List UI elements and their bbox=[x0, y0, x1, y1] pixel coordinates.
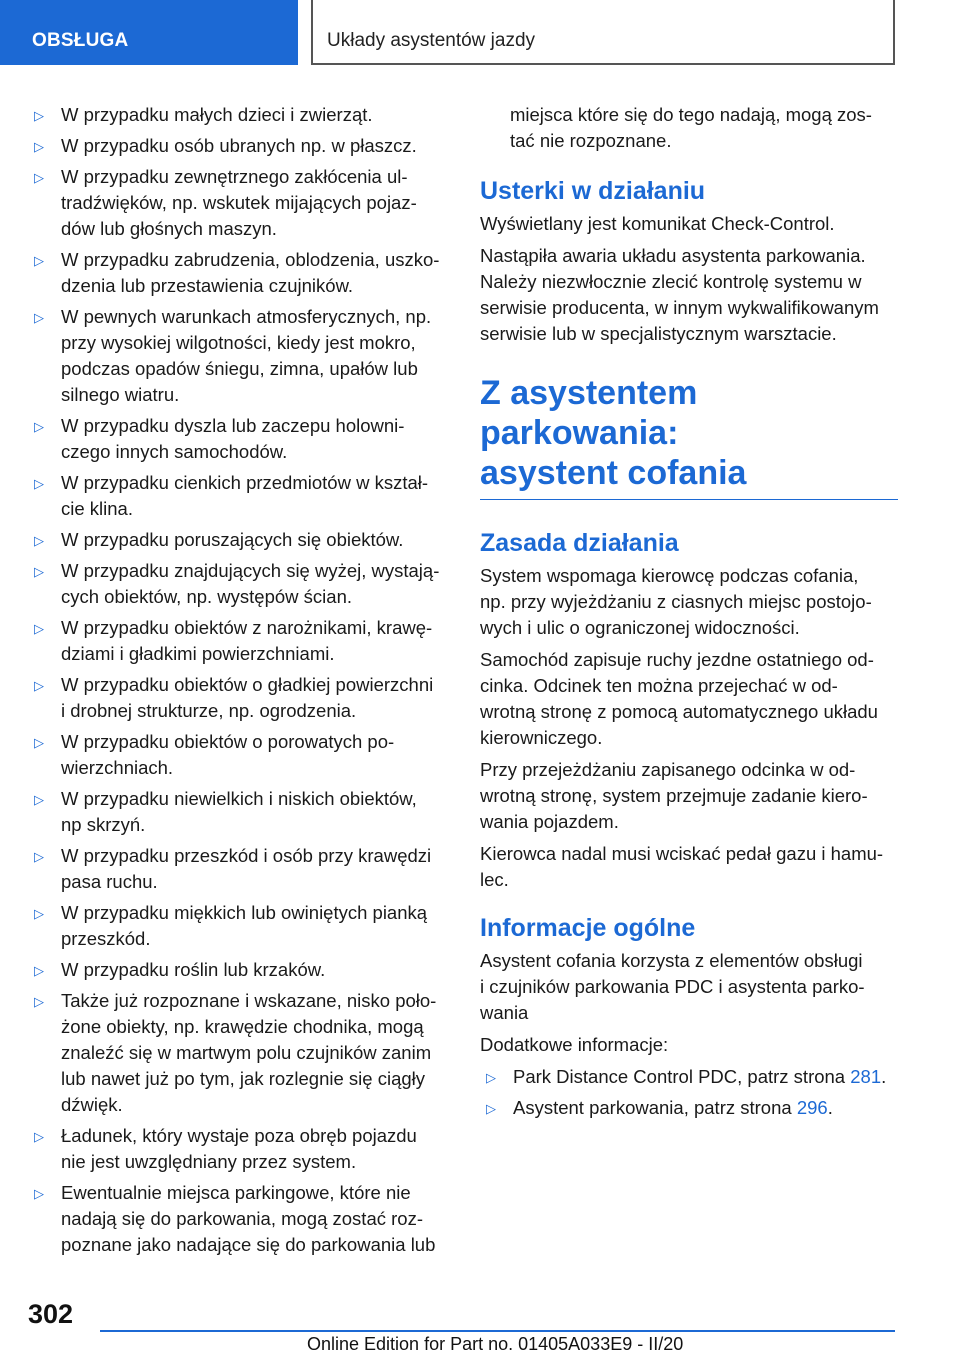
paragraph: Wyświetlany jest komunikat Check-Control. bbox=[480, 213, 835, 234]
paragraph: Dodatkowe informacje: bbox=[480, 1034, 669, 1055]
left-column bbox=[28, 102, 448, 1263]
list-item: ▷ W przypadku dyszla lub zaczepu holowni- czego innych samochodów. bbox=[34, 415, 405, 462]
triangle-bullet-icon: ▷ bbox=[34, 994, 44, 1009]
main-section-title: Z asystentem parkowania: asystent cofania bbox=[480, 373, 898, 500]
reference-list bbox=[480, 1064, 898, 1121]
right-column bbox=[480, 102, 898, 1126]
text-line: miejsca które się do tego nadają, mogą zos- bbox=[510, 104, 872, 125]
list-item: ▷ Asystent parkowania, patrz strona 296. bbox=[480, 1095, 898, 1121]
triangle-bullet-icon: ▷ bbox=[34, 963, 44, 978]
triangle-bullet-icon: ▷ bbox=[34, 253, 44, 268]
triangle-bullet-icon: ▷ bbox=[34, 170, 44, 185]
paragraph: System wspomaga kierowcę podczas cofania, np. przy wyjeżdżaniu z ciasnych miejsc postojo- wych i ulic o ograniczonej widoczności. bbox=[480, 565, 872, 638]
triangle-bullet-icon: ▷ bbox=[34, 849, 44, 864]
triangle-bullet-icon: ▷ bbox=[34, 533, 44, 548]
list-item: ▷ Także już rozpoznane i wskazane, nisko poło- żone obiekty, np. krawędzie chodnika, mogą znaleźć się w martwym polu czujników zanim lub nawet już po tym, jak rozlegnie się ciągły dźwięk. bbox=[34, 990, 437, 1115]
paragraph: Przy przejeżdżaniu zapisanego odcinka w od- wrotną stronę, system przejmuje zadanie kiero- wania pojazdem. bbox=[480, 759, 868, 832]
paragraph: Samochód zapisuje ruchy jezdne ostatniego od- cinka. Odcinek ten można przejechać w od- wrotną stronę z pomocą automatycznego układu kierowniczego. bbox=[480, 649, 878, 748]
paragraph: Nastąpiła awaria układu asystenta parkowania. Należy niezwłocznie zlecić kontrolę systemu w serwisie producenta, w innym wykwalifikowanym serwisie lub w specjalistycznym warsztacie. bbox=[480, 245, 879, 344]
heading-principle: Zasada działania bbox=[480, 529, 679, 557]
triangle-bullet-icon: ▷ bbox=[34, 139, 44, 154]
footer-divider bbox=[100, 1330, 895, 1332]
list-item: ▷ W przypadku niewielkich i niskich obiektów, np skrzyń. bbox=[34, 788, 417, 835]
page-number: 302 bbox=[28, 1299, 74, 1329]
triangle-bullet-icon: ▷ bbox=[34, 310, 44, 325]
list-item: ▷ Ładunek, który wystaje poza obręb pojazdu nie jest uwzględniany przez system. bbox=[34, 1125, 417, 1172]
text-line: tać nie rozpoznane. bbox=[510, 130, 672, 151]
triangle-bullet-icon: ▷ bbox=[34, 906, 44, 921]
section-title: OBSŁUGA bbox=[32, 30, 129, 51]
list-item: ▷ W przypadku obiektów o gładkiej powierzchni i drobnej strukturze, np. ogrodzenia. bbox=[34, 674, 434, 721]
list-item: ▷ W przypadku zabrudzenia, oblodzenia, uszko- dzenia lub przestawienia czujników. bbox=[34, 249, 440, 296]
list-item: ▷ W przypadku zewnętrznego zakłócenia ul- tradźwięków, np. wskutek mijających pojaz- dów lub głośnych maszyn. bbox=[34, 166, 417, 239]
list-item: ▷ W przypadku poruszających się obiektów. bbox=[28, 527, 448, 553]
chapter-title: Układy asystentów jazdy bbox=[327, 30, 536, 51]
triangle-bullet-icon: ▷ bbox=[34, 792, 44, 807]
list-item: ▷ Ewentualnie miejsca parkingowe, które nie nadają się do parkowania, mogą zostać roz- poznane jako nadające się do parkowania lub bbox=[34, 1182, 436, 1255]
list-item: ▷ W pewnych warunkach atmosferycznych, np. przy wysokiej wilgotności, kiedy jest mokro, podczas opadów śniegu, zimna, upałów lub silnego wiatru. bbox=[34, 306, 432, 405]
triangle-bullet-icon: ▷ bbox=[34, 564, 44, 579]
triangle-bullet-icon: ▷ bbox=[34, 108, 44, 123]
triangle-bullet-icon: ▷ bbox=[486, 1101, 496, 1116]
list-item: ▷ W przypadku obiektów o porowatych po- wierzchniach. bbox=[34, 731, 395, 778]
triangle-bullet-icon: ▷ bbox=[34, 1186, 44, 1201]
heading-general: Informacje ogólne bbox=[480, 914, 696, 942]
paragraph: Asystent cofania korzysta z elementów obsługi i czujników parkowania PDC i asystenta parko- wania bbox=[480, 950, 865, 1023]
triangle-bullet-icon: ▷ bbox=[34, 419, 44, 434]
list-item: ▷ W przypadku obiektów z narożnikami, krawę- dziami i gładkimi powierzchniami. bbox=[34, 617, 433, 664]
list-item: ▷ W przypadku małych dzieci i zwierząt. bbox=[28, 102, 448, 128]
list-item: ▷ W przypadku przeszkód i osób przy krawędzi pasa ruchu. bbox=[34, 845, 432, 892]
list-item: ▷ W przypadku znajdujących się wyżej, wystają- cych obiektów, np. występów ścian. bbox=[34, 560, 440, 607]
triangle-bullet-icon: ▷ bbox=[34, 678, 44, 693]
triangle-bullet-icon: ▷ bbox=[34, 1129, 44, 1144]
list-item: ▷ W przypadku roślin lub krzaków. bbox=[28, 957, 448, 983]
triangle-bullet-icon: ▷ bbox=[34, 735, 44, 750]
section-tab bbox=[0, 0, 298, 65]
triangle-bullet-icon: ▷ bbox=[34, 621, 44, 636]
limitations-list bbox=[28, 102, 448, 1258]
list-item: ▷ Park Distance Control PDC, patrz strona 281. bbox=[480, 1064, 898, 1090]
edition-info: Online Edition for Part no. 01405A033E9 - II/20 bbox=[307, 1334, 684, 1354]
list-item: ▷ W przypadku osób ubranych np. w płaszcz. bbox=[28, 133, 448, 159]
list-item: ▷ W przypadku cienkich przedmiotów w kształ- cie klina. bbox=[34, 472, 429, 519]
page-link-281[interactable]: 281 bbox=[850, 1066, 882, 1087]
heading-malfunction: Usterki w działaniu bbox=[480, 177, 706, 205]
triangle-bullet-icon: ▷ bbox=[34, 476, 44, 491]
triangle-bullet-icon: ▷ bbox=[486, 1070, 496, 1085]
continued-bullet-text bbox=[480, 102, 898, 154]
paragraph: Kierowca nadal musi wciskać pedał gazu i hamu- lec. bbox=[480, 843, 884, 890]
list-item: ▷ W przypadku miękkich lub owiniętych pianką przeszkód. bbox=[34, 902, 428, 949]
chapter-header bbox=[311, 0, 895, 65]
page-link-296[interactable]: 296 bbox=[796, 1097, 828, 1118]
